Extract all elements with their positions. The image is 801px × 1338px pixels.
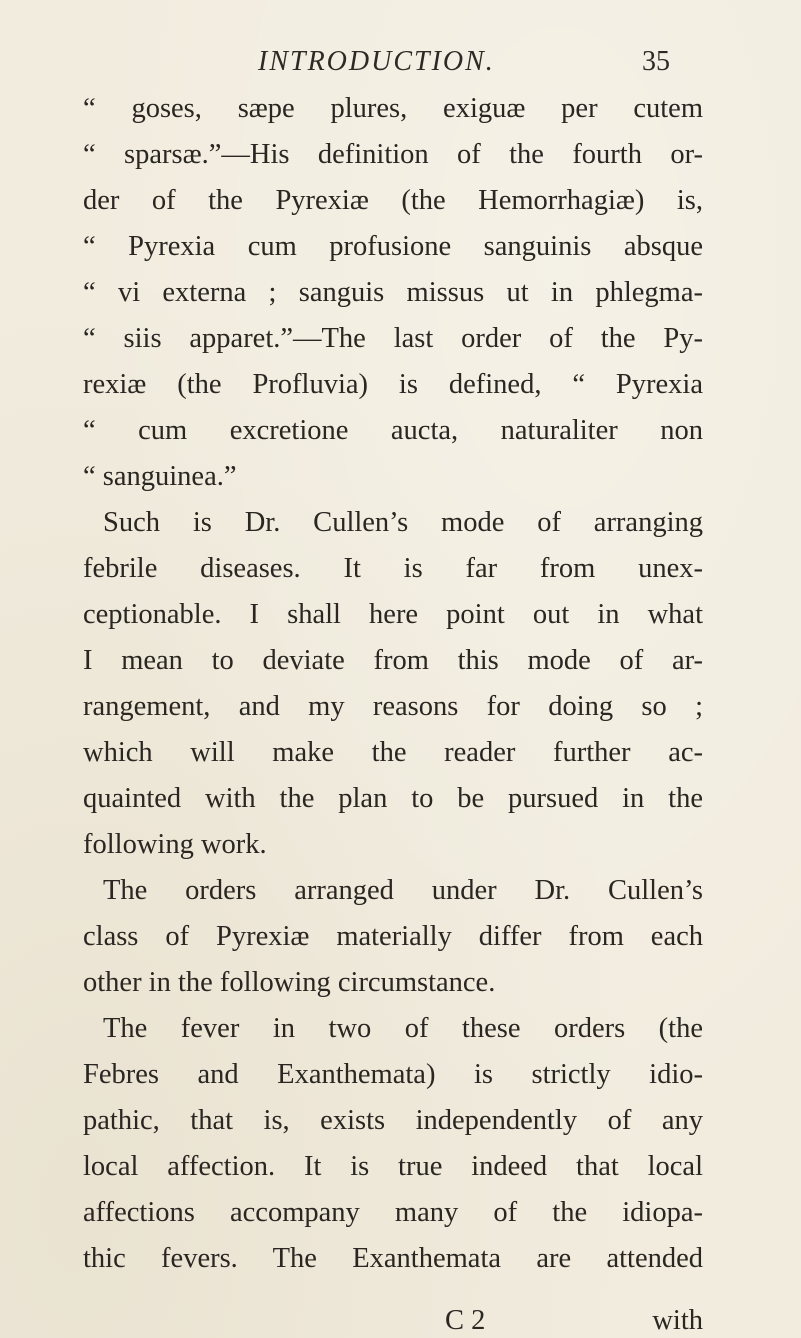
text-line: Febres and Exanthemata) is strictly idio- <box>83 1059 703 1090</box>
text-line: “ vi externa ; sanguis missus ut in phlegma- <box>83 277 703 308</box>
paragraph-start-line: The fever in two of these orders (the <box>103 1013 703 1044</box>
text-line: febrile diseases. It is far from unex- <box>83 553 703 584</box>
text-line: “ sanguinea.” <box>83 461 237 492</box>
text-line: rangement, and my reasons for doing so ; <box>83 691 703 722</box>
running-title: INTRODUCTION. <box>258 46 495 77</box>
text-line: “ siis apparet.”—The last order of the Py- <box>83 323 703 354</box>
text-line: quainted with the plan to be pursued in the <box>83 783 703 814</box>
text-line: ceptionable. I shall here point out in what <box>83 599 703 630</box>
text-line: I mean to deviate from this mode of ar- <box>83 645 703 676</box>
text-line: which will make the reader further ac- <box>83 737 703 768</box>
text-line: pathic, that is, exists independently of any <box>83 1105 703 1136</box>
paragraph-start-line: Such is Dr. Cullen’s mode of arranging <box>103 507 703 538</box>
text-line: other in the following circumstance. <box>83 967 496 998</box>
text-line: thic fevers. The Exanthemata are attended <box>83 1243 703 1274</box>
text-line: local affection. It is true indeed that local <box>83 1151 703 1182</box>
paragraph-start-line: The orders arranged under Dr. Cullen’s <box>103 875 703 906</box>
page-number: 35 <box>642 46 670 77</box>
text-line: der of the Pyrexiæ (the Hemorrhagiæ) is, <box>83 185 703 216</box>
catchword: with <box>652 1305 703 1336</box>
text-line: “ Pyrexia cum profusione sanguinis absque <box>83 231 703 262</box>
body-text <box>83 86 703 1282</box>
text-line: following work. <box>83 829 267 860</box>
page-footer <box>83 1304 703 1338</box>
text-line: “ cum excretione aucta, naturaliter non <box>83 415 703 446</box>
text-line: affections accompany many of the idiopa- <box>83 1197 703 1228</box>
text-line: class of Pyrexiæ materially differ from each <box>83 921 703 952</box>
text-line: “ sparsæ.”—His definition of the fourth or- <box>83 139 703 170</box>
text-line: “ goses, sæpe plures, exiguæ per cutem <box>83 93 703 124</box>
text-line: rexiæ (the Profluvia) is defined, “ Pyrexia <box>83 369 703 400</box>
signature-mark: C 2 <box>445 1305 486 1336</box>
